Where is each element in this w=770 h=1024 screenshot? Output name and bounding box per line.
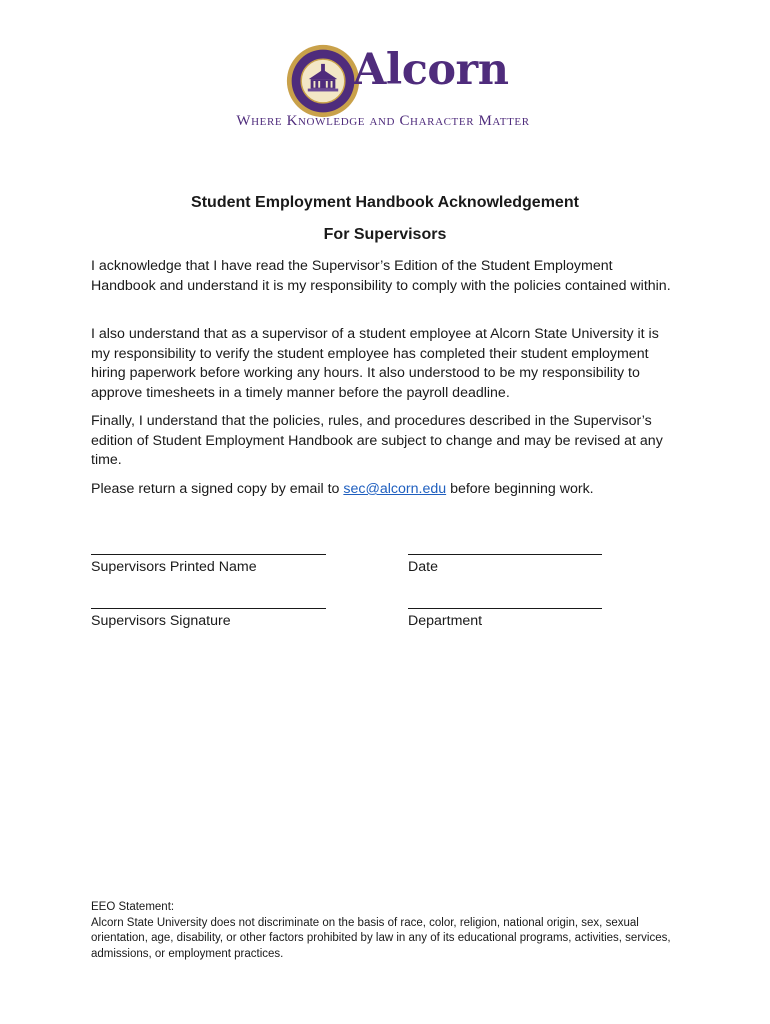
return-prefix: Please return a signed copy by email to	[91, 481, 344, 497]
paragraph-return-instructions	[91, 480, 681, 500]
paragraph-responsibility: I also understand that as a supervisor of a student employee at Alcorn State University it is my responsibility to verify the student employee has completed their student employment hiring paperwork before working any hours. It also understood to be my responsibility to approve timesheets in a timely manner before the payroll deadline.	[91, 326, 659, 401]
printed-name-label: Supervisors Printed Name	[91, 559, 257, 575]
date-line[interactable]	[408, 554, 602, 555]
document-title: Student Employment Handbook Acknowledgement	[191, 194, 579, 211]
logo-wordmark: Alcorn	[353, 45, 509, 95]
printed-name-line[interactable]	[91, 554, 326, 555]
date-label: Date	[408, 559, 438, 575]
paragraph-policy-changes: Finally, I understand that the policies, rules, and procedures described in the Supervisor’s edition of Student Employment Handbook are subject to change and may be revised at any time.	[91, 413, 663, 468]
signature-line[interactable]	[91, 608, 326, 609]
document-subtitle: For Supervisors	[323, 226, 447, 243]
email-link[interactable]: sec@alcorn.edu	[343, 481, 447, 497]
university-logo	[213, 35, 553, 135]
eeo-statement	[91, 900, 691, 962]
paragraph-acknowledgement: I acknowledge that I have read the Supervisor’s Edition of the Student Employment Handbook and understand it is my responsibility to comply with the policies contained within.	[91, 258, 671, 294]
university-seal-icon	[285, 43, 361, 119]
logo-tagline: Where Knowledge and Character Matter	[236, 113, 530, 129]
eeo-text: Alcorn State University does not discriminate on the basis of race, color, religion, national origin, sex, sexual orientation, age, disability, or other factors prohibited by law in any of its educational programs, activities, services, admissions, or employment practices.	[91, 916, 671, 960]
eeo-title: EEO Statement:	[91, 901, 175, 913]
signature-label: Supervisors Signature	[91, 613, 231, 629]
department-line[interactable]	[408, 608, 602, 609]
department-label: Department	[408, 613, 483, 629]
return-suffix: before beginning work.	[446, 481, 594, 497]
